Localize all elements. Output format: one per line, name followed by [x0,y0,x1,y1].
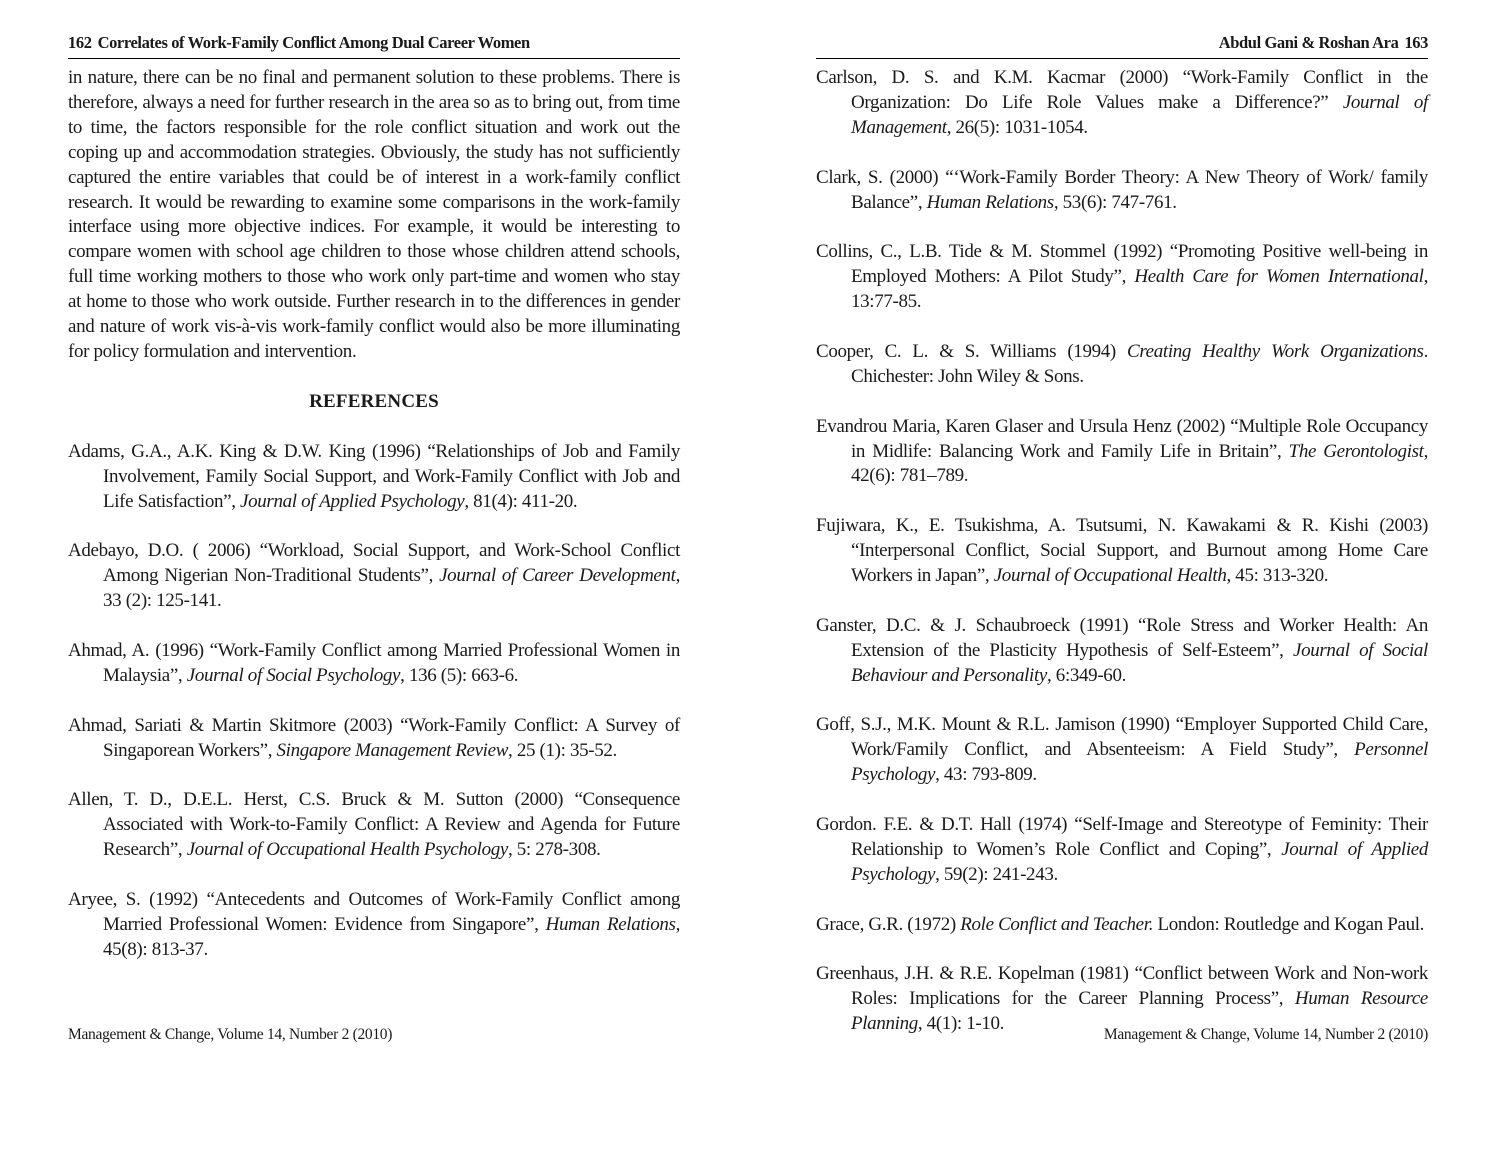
journal-title: Journal of Applied Psychology [240,490,465,512]
journal-title: Human Resource Planning [851,988,1429,1035]
page-number: 163 [1404,33,1428,52]
references-heading: REFERENCES [309,390,439,412]
left-page-header [68,32,680,59]
journal-title: Human Relations [926,191,1054,213]
reference-entry: Cooper, C. L. & S. Williams (1994) Creating Healthy Work Organizations. Chichester: John Wiley & Sons. [816,340,1428,387]
journal-title: Personnel Psychology [851,739,1428,786]
right-page [816,0,1428,1156]
reference-entry: Ganster, D.C. & J. Schaubroeck (1991) “Role Stress and Worker Health: An Extension of the Plasticity Hypothesis of Self-Esteem”, Journal of Social Behaviour and Personality, 6:349-60. [816,614,1428,686]
journal-title: Human Relations [545,913,676,935]
journal-title: Creating Healthy Work Organizations [1127,340,1424,362]
journal-title: Singapore Management Review [276,739,509,761]
running-title: Correlates of Work-Family Conflict Among Dual Career Women [97,33,530,52]
reference-entry: Carlson, D. S. and K.M. Kacmar (2000) “Work-Family Conflict in the Organization: Do Life Role Values make a Difference?” Journal of Management, 26(5): 1031-1054. [816,67,1428,138]
journal-title: Journal of Social Behaviour and Personality [851,639,1428,686]
reference-entry: Adams, G.A., A.K. King & D.W. King (1996) “Relationships of Job and Family Involvement, Family Social Support, and Work-Family Conflict with Job and Life Satisfaction”, Journal of Applied Psychology, 81(4): 411-20. [68,440,680,512]
journal-title: Health Care for Women International [1134,266,1424,288]
left-page [68,0,680,1156]
page-number: 162 [68,33,92,52]
reference-entry: Evandrou Maria, Karen Glaser and Ursula Henz (2002) “Multiple Role Occupancy in Midlife: Balancing Work and Family Life in Britain”, The Gerontologist, 42(6): 781–789. [816,415,1428,487]
journal-title: Journal of Social Psychology [186,664,401,686]
reference-entry: Goff, S.J., M.K. Mount & R.L. Jamison (1990) “Employer Supported Child Care, Work/Family Conflict, and Absenteeism: A Field Study”, Personnel Psychology, 43: 793-809. [816,714,1428,786]
reference-entry: Clark, S. (2000) “‘Work-Family Border Theory: A New Theory of Work/ family Balance”, Human Relations, 53(6): 747-761. [816,166,1428,213]
journal-title: Journal of Career Development [439,565,676,587]
reference-entry: Grace, G.R. (1972) Role Conflict and Teacher. London: Routledge and Kogan Paul. [816,913,1425,935]
journal-title: Journal of Occupational Health [993,565,1227,587]
body-paragraph: in nature, there can be no final and permanent solution to these problems. There is therefore, always a need for further research in the area so as to bring out, from time to time, the factors responsible for the role conflict situation and work out the coping up and accommodation strategies. Obviously, the study has not sufficiently captured the entire variables that could be of interest in a work-family conflict research. It would be rewarding to examine some comparisons in the work-family interface using more objective indices. For example, it would be interesting to compare women with school age children to those whose children attend schools, full time working mothers to those who work only part-time and women who stay at home to those who work outside. Further research in to the differences in gender and nature of work vis-à-vis work-family conflict would also be more illuminating for policy formulation and intervention. [68,67,680,362]
left-page-footer: Management & Change, Volume 14, Number 2 (2010) [68,1026,393,1043]
right-page-header [816,32,1428,59]
reference-entry: Aryee, S. (1992) “Antecedents and Outcomes of Work-Family Conflict among Married Professional Women: Evidence from Singapore”, Human Relations, 45(8): 813-37. [68,889,680,960]
right-page-footer: Management & Change, Volume 14, Number 2 (2010) [1103,1026,1428,1043]
reference-entry: Allen, T. D., D.E.L. Herst, C.S. Bruck & M. Sutton (2000) “Consequence Associated with Work-to-Family Conflict: A Review and Agenda for Future Research”, Journal of Occupational Health Psychology, 5: 278-308. [68,789,680,861]
reference-entry: Greenhaus, J.H. & R.E. Kopelman (1981) “Conflict between Work and Non-work Roles: Implications for the Career Planning Process”, Human Resource Planning, 4(1): 1-10. [816,963,1429,1035]
reference-entry: Collins, C., L.B. Tide & M. Stommel (1992) “Promoting Positive well-being in Employed Mothers: A Pilot Study”, Health Care for Women International, 13:77-85. [816,241,1428,313]
left-page-content [68,66,680,988]
journal-title: Role Conflict and Teacher. [960,913,1154,935]
running-authors: Abdul Gani & Roshan Ara [1218,33,1399,52]
reference-entry: Fujiwara, K., E. Tsukishma, A. Tsutsumi, N. Kawakami & R. Kishi (2003) “Interpersonal Conflict, Social Support, and Burnout among Home Care Workers in Japan”, Journal of Occupational Health, 45: 313-320. [816,515,1428,587]
journal-title: The Gerontologist [1288,440,1424,462]
reference-entry: Ahmad, Sariati & Martin Skitmore (2003) “Work-Family Conflict: A Survey of Singaporean Workers”, Singapore Management Review, 25 (1): 35-52. [68,714,680,761]
journal-title: Journal of Management [851,91,1428,138]
right-page-content [816,66,1428,1062]
reference-entry: Ahmad, A. (1996) “Work-Family Conflict among Married Professional Women in Malaysia”, Journal of Social Psychology, 136 (5): 663-6. [68,640,680,686]
journal-title: Journal of Applied Psychology [851,838,1429,885]
journal-title: Journal of Occupational Health Psychology [186,839,508,861]
reference-entry: Gordon. F.E. & D.T. Hall (1974) “Self-Image and Stereotype of Feminity: Their Relationship to Women’s Role Conflict and Coping”, Journal of Applied Psychology, 59(2): 241-243. [816,814,1429,885]
reference-entry: Adebayo, D.O. ( 2006) “Workload, Social Support, and Work-School Conflict Among Nigerian Non-Traditional Students”, Journal of Career Development, 33 (2): 125-141. [68,540,681,612]
